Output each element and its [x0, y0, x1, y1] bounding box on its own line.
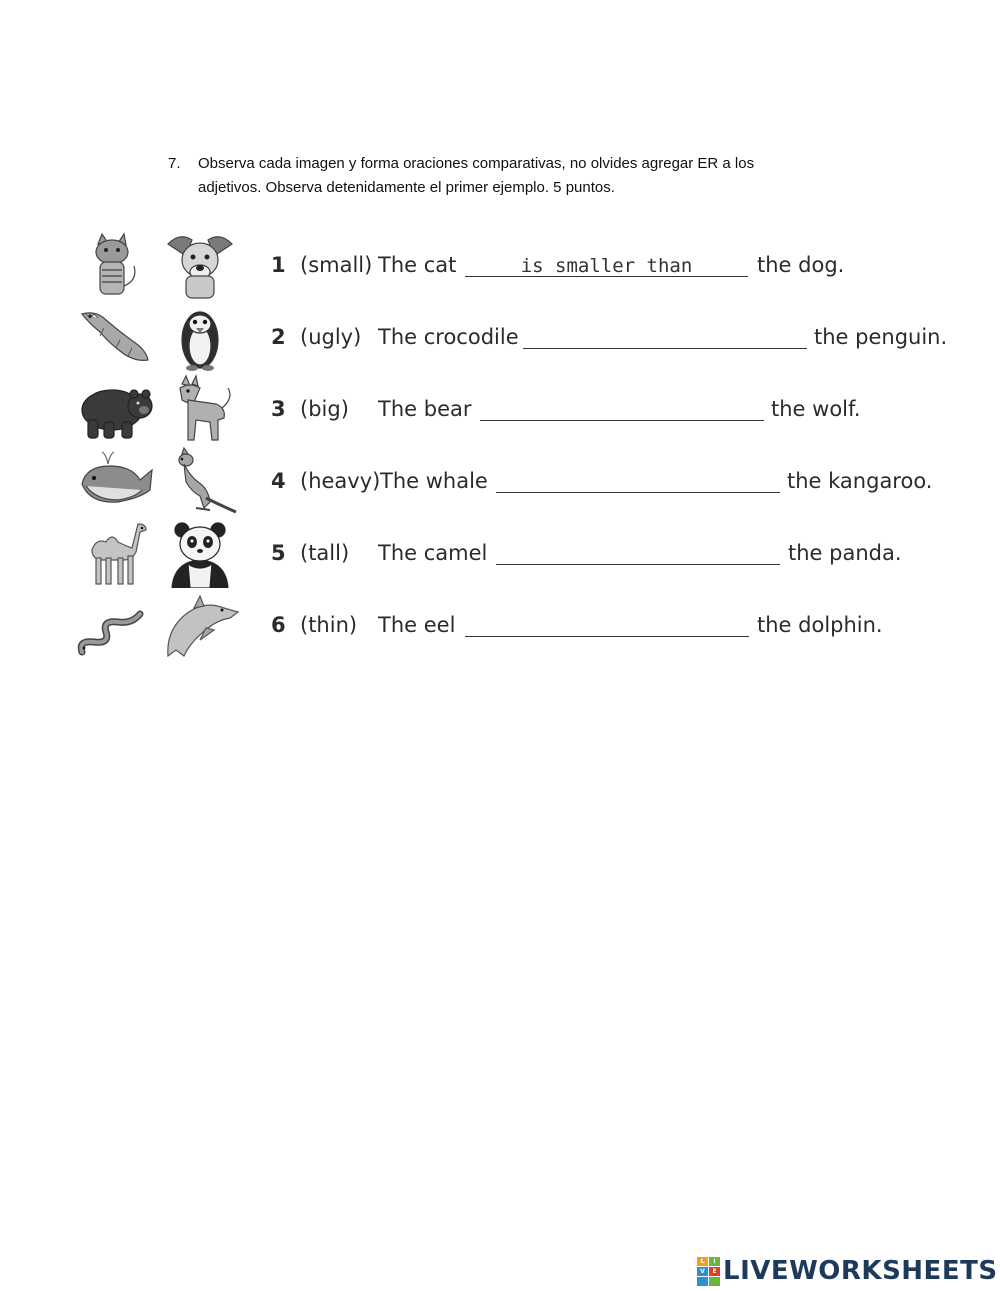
exercise-row-3 — [0, 374, 1000, 444]
answer-input-2[interactable] — [523, 325, 807, 349]
item-comparison: the dog. — [757, 253, 845, 277]
item-comparison: the dolphin. — [757, 613, 883, 637]
item-number: 6 — [271, 613, 286, 637]
example-answer: is smaller than — [520, 255, 693, 277]
instructions-line-1: 7. Observa cada imagen y forma oraciones comparativas, no olvides agregar ER a los — [168, 152, 848, 176]
logo-text: LIVEWORKSHEETS — [723, 1256, 998, 1286]
crocodile-icon — [76, 302, 156, 372]
whale-icon — [76, 446, 156, 516]
panda-icon — [160, 518, 240, 588]
instructions-line-2: adjetivos. Observa detenidamente el primer ejemplo. 5 puntos. — [198, 179, 615, 196]
penguin-icon — [160, 302, 240, 372]
answer-blank-4[interactable] — [496, 468, 780, 493]
dolphin-icon — [160, 590, 240, 660]
exercise-row-6 — [0, 590, 1000, 660]
logo-blocks-icon: L I V E — [697, 1257, 720, 1286]
item-number: 4 — [271, 469, 286, 493]
item-comparison: the panda. — [788, 541, 902, 565]
item-adjective: (small) — [300, 253, 373, 277]
item-adjective: (heavy) — [300, 469, 381, 493]
instructions — [168, 152, 848, 200]
item-number: 1 — [271, 253, 286, 277]
kangaroo-icon — [160, 446, 240, 516]
answer-input-6[interactable] — [465, 613, 749, 637]
item-subject: The eel — [378, 613, 456, 637]
answer-blank-5[interactable] — [496, 540, 780, 565]
answer-blank-2[interactable] — [523, 324, 807, 349]
item-adjective: (tall) — [300, 541, 350, 565]
exercise-row-2 — [0, 302, 1000, 372]
item-subject: The camel — [378, 541, 488, 565]
item-subject: The cat — [378, 253, 457, 277]
item-adjective: (ugly) — [300, 325, 362, 349]
answer-input-5[interactable] — [496, 541, 780, 565]
bear-icon — [76, 374, 156, 444]
item-number: 5 — [271, 541, 286, 565]
answer-blank-3[interactable] — [480, 396, 764, 421]
question-number: 7. — [168, 155, 181, 172]
item-comparison: the kangaroo. — [787, 469, 933, 493]
eel-icon — [76, 590, 156, 660]
answer-blank-example — [465, 252, 748, 277]
liveworksheets-logo — [697, 1256, 998, 1286]
answer-blank-6[interactable] — [465, 612, 749, 637]
item-subject: The bear — [378, 397, 472, 421]
item-adjective: (thin) — [300, 613, 358, 637]
answer-input-4[interactable] — [496, 469, 780, 493]
answer-input-3[interactable] — [480, 397, 764, 421]
wolf-icon — [160, 374, 240, 444]
item-subject: The whale — [380, 469, 488, 493]
item-subject: The crocodile — [378, 325, 519, 349]
exercise-row-1 — [0, 230, 1000, 300]
exercise-row-4 — [0, 446, 1000, 516]
item-comparison: the wolf. — [771, 397, 861, 421]
exercise-row-5 — [0, 518, 1000, 588]
item-number: 3 — [271, 397, 286, 421]
item-number: 2 — [271, 325, 286, 349]
cat-icon — [76, 230, 156, 300]
camel-icon — [76, 518, 156, 588]
item-comparison: the penguin. — [814, 325, 948, 349]
dog-icon — [160, 230, 240, 300]
item-adjective: (big) — [300, 397, 349, 421]
